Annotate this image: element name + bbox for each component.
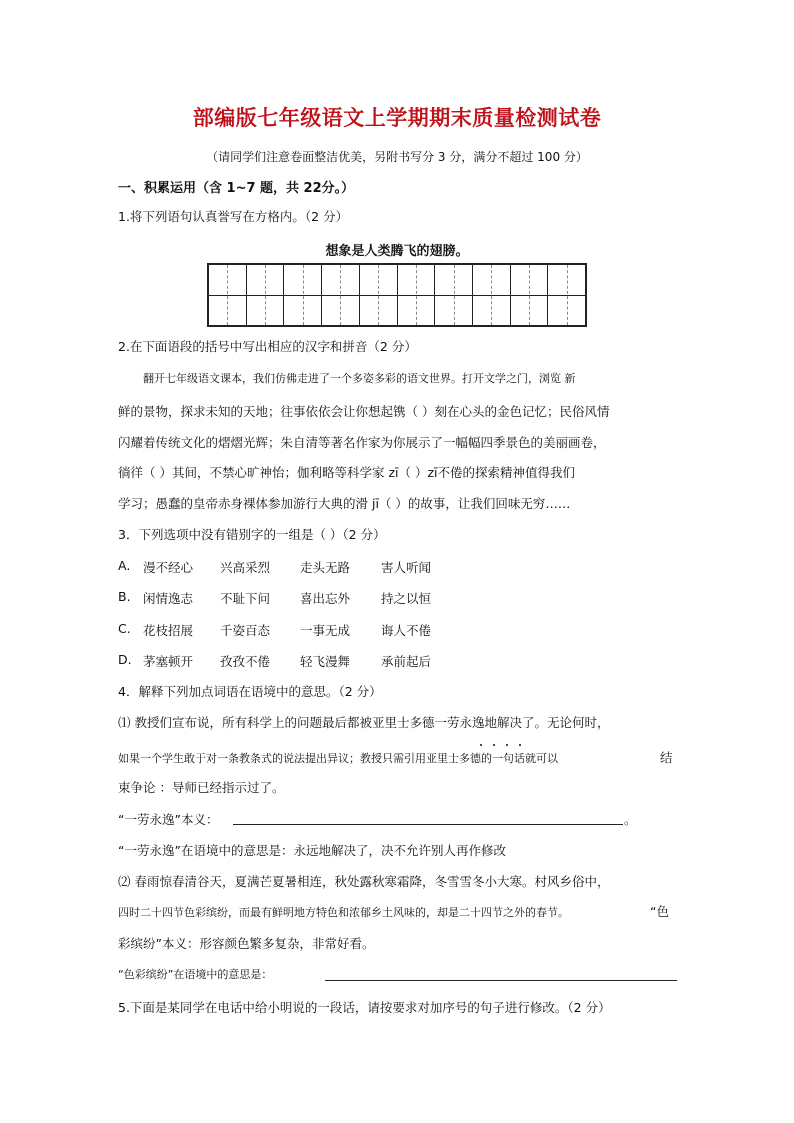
definition-1-answer-line[interactable] xyxy=(233,824,623,825)
question-2-prompt: 2.在下面语段的括号中写出相应的汉字和拼音（2 分） xyxy=(118,339,417,354)
question-1-prompt: 1.将下列语句认真誉写在方格内。（2 分） xyxy=(118,209,349,224)
question-4-passage-line-end: “色 xyxy=(650,904,669,919)
option-word: 害人听闻 xyxy=(381,560,432,575)
writing-grid[interactable] xyxy=(207,263,587,327)
option-a[interactable] xyxy=(118,558,432,575)
option-d[interactable] xyxy=(118,652,432,669)
option-word: 轻飞漫舞 xyxy=(300,654,351,669)
option-label: B. xyxy=(118,589,131,604)
question-1-sentence: 想象是人类腾飞的翅膀。 xyxy=(325,244,469,259)
option-word: 持之以恒 xyxy=(381,591,432,606)
option-word: 千姿百态 xyxy=(220,623,271,638)
question-2-line: 学习；愚蠢的皇帝赤身裸体参加游行大典的滑 jī（ ）的故事，让我们回味无穷…… xyxy=(118,496,571,511)
context-2-label: “色彩缤纷”在语境中的意思是： xyxy=(118,968,273,981)
question-4-passage-line: 彩缤纷”本义：形容颜色繁多复杂，非常好看。 xyxy=(118,936,375,951)
option-word: 一事无成 xyxy=(300,623,351,638)
question-4-passage-line: ⑵ 春雨惊春清谷天，夏满芒夏暑相连，秋处露秋寒霜降，冬雪雪冬小大寒。村风乡俗中， xyxy=(118,874,610,889)
question-4-passage-line: 束争论 ：导师已经指示过了。 xyxy=(118,780,285,795)
question-2-line: 翻开七年级语文课本，我们仿佛走进了一个多姿多彩的语文世界。打开文学之门，浏览 新 xyxy=(143,372,576,385)
page-title: 部编版七年级语文上学期期末质量检测试卷 xyxy=(192,106,602,130)
context-2-answer-line[interactable] xyxy=(325,980,677,981)
question-3-prompt: 3．下列选项中没有错别字的一组是（ ）（2 分） xyxy=(118,527,386,542)
definition-1-end: 。 xyxy=(624,812,637,827)
option-b[interactable] xyxy=(118,589,432,606)
option-word: 孜孜不倦 xyxy=(220,654,271,669)
definition-1-label: “一劳永逸”本义： xyxy=(118,812,219,827)
question-4-passage-line-end: 结 xyxy=(660,750,673,765)
question-2-line: 闪耀着传统文化的熠熠光辉；朱自清等著名作家为你展示了一幅幅四季景色的美丽画卷， xyxy=(118,435,606,450)
question-4-prompt: 4．解释下列加点词语在语境中的意思。（2 分） xyxy=(118,684,382,699)
section-heading: 一、积累运用（含 1~7 题，共 22分。） xyxy=(118,181,355,196)
context-1-meaning: “一劳永逸”在语境中的意思是：永远地解决了，决不允许别人再作修改 xyxy=(118,843,506,858)
option-word: 漫不经心 xyxy=(143,560,194,575)
option-label: C. xyxy=(118,621,131,636)
option-word: 茅塞顿开 xyxy=(143,654,194,669)
option-word: 闲情逸志 xyxy=(143,591,194,606)
emphasis-dots xyxy=(480,731,521,750)
question-2-line: 鲜的景物，探求未知的天地；往事依依会让你想起镌（ ）刻在心头的金色记忆；民俗风情 xyxy=(118,404,610,419)
option-word: 不耻下问 xyxy=(220,591,271,606)
question-4-passage-line: ⑴ 教授们宣布说，所有科学上的问题最后都被亚里士多德一劳永逸地解决了。无论何时， xyxy=(118,715,610,730)
question-4-passage-line: 四时二十四节色彩缤纷，而最有鲜明地方特色和浓郁乡土风味的，却是二十四节之外的春节。 xyxy=(118,906,569,919)
option-word: 走头无路 xyxy=(300,560,351,575)
option-word: 承前起后 xyxy=(381,654,432,669)
page-subtitle: （请同学们注意卷面整洁优美，另附书写分 3 分，满分不超过 100 分） xyxy=(206,150,588,164)
option-c[interactable] xyxy=(118,621,432,638)
question-5-prompt: 5.下面是某同学在电话中给小明说的一段话，请按要求对加序号的句子进行修改。（2 分） xyxy=(118,1000,611,1015)
option-word: 花枝招展 xyxy=(143,623,194,638)
question-4-passage-line: 如果一个学生敢于对一条教条式的说法提出异议；教授只需引用亚里士多德的一句话就可以 xyxy=(118,752,558,765)
option-word: 诲人不倦 xyxy=(381,623,432,638)
option-word: 兴高采烈 xyxy=(220,560,271,575)
question-2-line: 徜徉（ ）其间，不禁心旷神怡；伽利略等科学家 zī（ ）zī不倦的探索精神值得我们 xyxy=(118,465,575,480)
option-label: A. xyxy=(118,558,131,573)
option-label: D. xyxy=(118,652,132,667)
option-word: 喜出忘外 xyxy=(300,591,351,606)
